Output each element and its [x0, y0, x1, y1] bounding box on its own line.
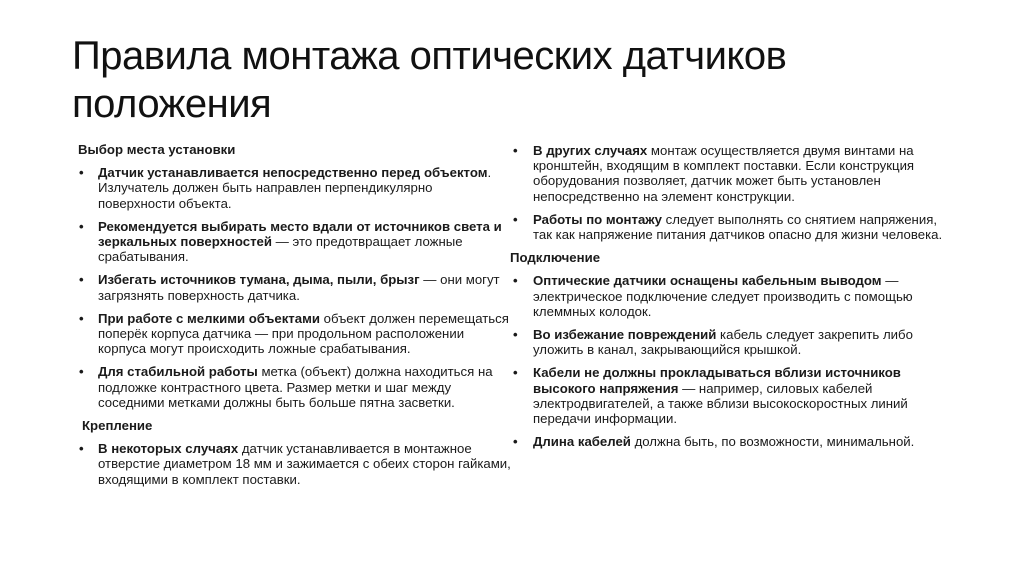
bullet-icon: •: [513, 211, 518, 227]
connection-list: [512, 273, 952, 449]
list-item: [78, 219, 513, 265]
list-item: [78, 441, 513, 487]
bullet-icon: •: [79, 310, 84, 326]
bullet-icon: •: [79, 364, 84, 380]
list-item: [512, 273, 952, 319]
list-item: [512, 365, 952, 426]
bullet-icon: •: [79, 441, 84, 457]
item-text: — например, силовых кабелей электродвигателей, а также вблизи высокоскоростных линий передачи информации.: [533, 380, 908, 427]
section-heading-mounting: Крепление: [82, 418, 153, 434]
item-bold-text: В других случаях: [533, 143, 648, 158]
item-bold-text: Работы по монтажу: [533, 211, 662, 227]
item-bold-text: Для стабильной работы: [98, 364, 258, 380]
item-text: кабель следует закрепить либо уложить в канал, закрывающийся крышкой.: [533, 327, 913, 358]
item-text: . Излучатель должен быть направлен перпендикулярно поверхности объекта.: [98, 165, 492, 211]
item-bold-text: Длина кабелей: [533, 434, 631, 450]
item-bold-text: Кабели не должны прокладываться вблизи источников высокого напряжения: [533, 365, 901, 396]
list-item: [512, 434, 952, 449]
bullet-icon: •: [79, 165, 84, 181]
list-item: [78, 165, 513, 211]
bullet-icon: •: [513, 365, 518, 381]
item-text: датчик устанавливается в монтажное отверстие диаметром 18 мм и зажимается с обеих сторон гайками, входящими в комплект поставки.: [98, 441, 511, 487]
list-item: [78, 272, 513, 302]
section-heading-placement: Выбор места установки: [78, 142, 236, 157]
bullet-icon: •: [513, 143, 518, 158]
item-bold-text: В некоторых случаях: [98, 441, 239, 457]
item-bold-text: Во избежание повреждений: [533, 327, 717, 343]
item-text: должна быть, по возможности, минимальной.: [630, 434, 915, 450]
placement-list: [78, 165, 513, 410]
bullet-icon: •: [79, 272, 84, 288]
list-item: [512, 212, 952, 242]
list-item: [512, 143, 952, 204]
item-text: — это предотвращает ложные срабатывания.: [98, 234, 463, 265]
bullet-icon: •: [513, 327, 518, 343]
list-item: [512, 327, 952, 357]
item-bold-text: При работе с мелкими объектами: [98, 310, 320, 326]
item-bold-text: Избегать источников тумана, дыма, пыли, брызг: [98, 272, 420, 288]
list-item: [78, 311, 513, 357]
item-bold-text: Рекомендуется выбирать место вдали от источников света и зеркальных поверхностей: [98, 218, 502, 250]
bullet-icon: •: [513, 273, 518, 289]
item-text: — они могут загрязнять поверхность датчика.: [98, 272, 500, 303]
item-text: метка (объект) должна находиться на подложке контрастного цвета. Размер метки и шаг между соседними метками должны быть больше пятна засветки.: [98, 364, 493, 410]
item-text: — электрическое подключение следует производить с помощью клеммных колодок.: [533, 273, 913, 319]
right-column: [512, 143, 952, 457]
slide-title: Правила монтажа оптических датчиков положения: [72, 34, 787, 126]
bullet-icon: •: [513, 434, 518, 450]
mounting-list: [78, 441, 513, 487]
item-text: следует выполнять со снятием напряжения, так как напряжение питания датчиков опасно для жизни человека.: [533, 211, 943, 243]
item-text: объект должен перемещаться поперёк корпуса датчика — при продольном расположении корпуса могут происходить ложные срабатывания.: [98, 310, 509, 357]
list-item: [78, 364, 513, 410]
section-heading-connection: Подключение: [510, 250, 601, 266]
item-bold-text: Датчик устанавливается непосредственно перед объектом: [98, 165, 488, 181]
bullet-icon: •: [79, 218, 84, 234]
item-text: монтаж осуществляется двумя винтами на кронштейн, входящим в комплект поставки. Если конструкция оборудования позволяет, датчик может быть установлен непосредственно на элемент конструкции.: [533, 143, 915, 204]
mounting-list-continued: [512, 143, 952, 242]
item-bold-text: Оптические датчики оснащены кабельным выводом: [533, 273, 882, 289]
left-column: [78, 142, 513, 495]
